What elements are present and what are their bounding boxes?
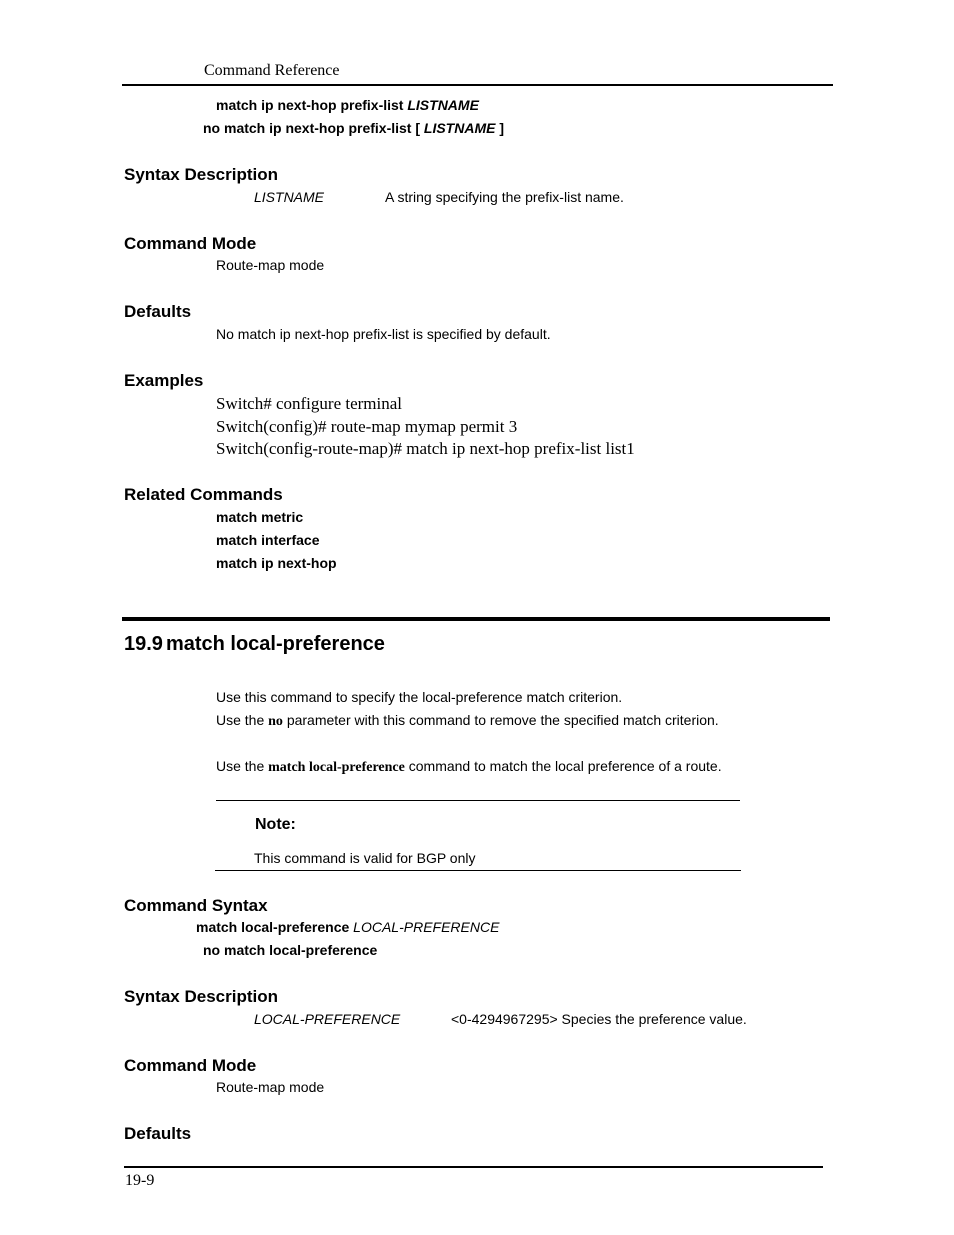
note-heading: Note: bbox=[255, 816, 296, 833]
syntax-line-2: no match local-preference bbox=[203, 942, 378, 958]
syntax-description-heading: Syntax Description bbox=[124, 987, 278, 1006]
syntax-line-1: match ip next-hop prefix-list LISTNAME bbox=[216, 97, 479, 113]
page-number: 19-9 bbox=[125, 1172, 155, 1189]
related-command: match ip next-hop bbox=[216, 555, 337, 571]
example-line: Switch# configure terminal bbox=[216, 394, 403, 413]
related-command: match metric bbox=[216, 509, 304, 525]
syntax-description-heading: Syntax Description bbox=[124, 165, 278, 184]
section-name: match local-preference bbox=[165, 633, 385, 655]
section-title bbox=[124, 633, 385, 656]
defaults-heading: Defaults bbox=[124, 302, 192, 321]
param-description: <0-4294967295> Species the preference value. bbox=[451, 1011, 747, 1027]
command-mode-heading: Command Mode bbox=[124, 1056, 257, 1075]
paragraph: Use this command to specify the local-preference match criterion. bbox=[216, 689, 623, 705]
syntax-line-2: no match ip next-hop prefix-list [ LISTNAME ] bbox=[203, 120, 505, 136]
related-commands-heading: Related Commands bbox=[124, 485, 283, 504]
paragraph: Use the match local-preference command to match the local preference of a route. bbox=[216, 758, 722, 775]
section-number: 19.9 bbox=[124, 633, 163, 655]
param-name: LOCAL-PREFERENCE bbox=[254, 1011, 401, 1027]
example-line: Switch(config-route-map)# match ip next-hop prefix-list list1 bbox=[216, 439, 635, 458]
paragraph: Use the no parameter with this command to remove the specified match criterion. bbox=[216, 712, 719, 729]
note-bottom-rule bbox=[215, 870, 741, 871]
related-command: match interface bbox=[216, 532, 320, 548]
footer-rule bbox=[124, 1166, 823, 1168]
command-syntax-heading: Command Syntax bbox=[124, 896, 268, 915]
param-description: A string specifying the prefix-list name. bbox=[385, 189, 624, 205]
defaults-heading: Defaults bbox=[124, 1124, 192, 1143]
command-mode-text: Route-map mode bbox=[216, 1079, 325, 1095]
note-text: This command is valid for BGP only bbox=[254, 850, 476, 866]
section-rule bbox=[122, 617, 830, 621]
command-mode-text: Route-map mode bbox=[216, 257, 325, 273]
defaults-text: No match ip next-hop prefix-list is specified by default. bbox=[216, 326, 551, 342]
examples-heading: Examples bbox=[124, 371, 204, 390]
example-line: Switch(config)# route-map mymap permit 3 bbox=[216, 417, 518, 436]
param-name: LISTNAME bbox=[254, 189, 325, 205]
running-header: Command Reference bbox=[204, 62, 340, 79]
note-top-rule bbox=[216, 800, 740, 801]
header-rule bbox=[122, 84, 833, 86]
command-mode-heading: Command Mode bbox=[124, 234, 257, 253]
syntax-line-1: match local-preference LOCAL-PREFERENCE bbox=[196, 919, 500, 935]
